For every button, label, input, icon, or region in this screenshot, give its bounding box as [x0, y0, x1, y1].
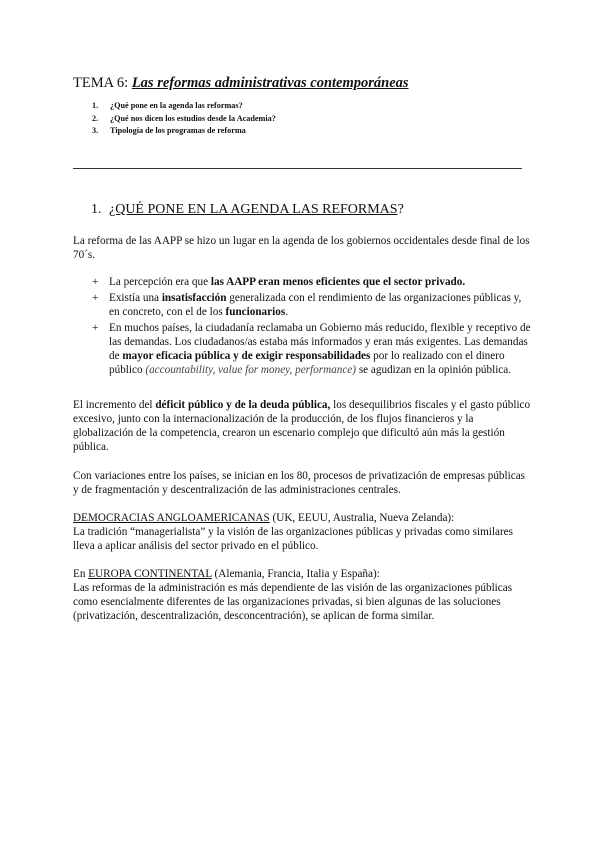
variaciones-paragraph: Con variaciones entre los países, se inician en los 80, procesos de privatización de empresas públicas y de fragmentación y descentralización de las administraciones centrales. — [73, 470, 526, 496]
table-of-contents — [92, 100, 276, 138]
horizontal-divider — [73, 168, 522, 169]
bullet-plus-icon: + — [92, 276, 99, 288]
deficit-paragraph: El incremento del déficit público y de la deuda pública, los desequilibrios fiscales y el gasto público excesivo, junto con la internacionalización de la producción, de los flujos financieros y la globalización de la competencia, crearon un escenario complejo que dificultó aún más la gestión pública. — [73, 399, 531, 453]
bullet-item: + La percepción era que las AAPP eran menos eficientes que el sector privado. — [92, 276, 466, 288]
bullet-list — [92, 275, 532, 377]
document-title — [73, 74, 533, 92]
toc-item: 1. ¿Qué pone en la agenda las reformas? — [92, 101, 243, 110]
toc-item: 2. ¿Qué nos dicen los estudios desde la Academia? — [92, 113, 276, 123]
bullet-plus-icon: + — [92, 322, 99, 334]
title-topic: Las reformas administrativas contemporáneas — [131, 75, 409, 91]
europa-label: EUROPA CONTINENTAL — [88, 568, 212, 580]
anglo-label: DEMOCRACIAS ANGLOAMERICANAS — [73, 512, 270, 524]
toc-item: 3. Tipología de los programas de reforma — [92, 126, 246, 135]
bullet-item: + En muchos países, la ciudadanía reclamaba un Gobierno más reducido, flexible y receptivo de las demandas. Los ciudadanos/as estaba más informados y eran más exigentes. Las demandas de mayor eficacia pública y de exigir responsabilidades por lo realizado con el dinero público (accountability, value for money, performance) se agudizan en la opinión pública. — [92, 322, 531, 376]
bullet-item: + Existía una insatisfacción generalizada con el rendimiento de las organizaciones públicas y, en concreto, con el de los funcionarios. — [92, 292, 522, 318]
section-heading — [91, 201, 404, 219]
section-heading-end: ? — [397, 202, 404, 217]
europa-paragraph: En EUROPA CONTINENTAL (Alemania, Francia, Italia y España): Las reformas de la administración es más dependiente de las visión de las organizaciones públicas como esencialmente diferentes de las organizaciones privadas, si bien algunas de las soluciones (privatización, descentralización, desconcentración), se aplican de forma similar. — [73, 568, 513, 622]
section-number: 1. — [91, 202, 102, 217]
section-heading-text: ¿QUÉ PONE EN LA AGENDA LAS REFORMAS — [109, 202, 398, 217]
anglo-paragraph: DEMOCRACIAS ANGLOAMERICANAS (UK, EEUU, Australia, Nueva Zelanda): La tradición “managerialista” y la visión de las organizaciones públicas y privadas como similares lleva a aplicar análisis del sector privado en el público. — [73, 512, 513, 552]
bullet-plus-icon: + — [92, 292, 99, 304]
intro-paragraph: La reforma de las AAPP se hizo un lugar en la agenda de los gobiernos occidentales desde final de los 70´s. — [73, 235, 530, 261]
title-prefix: TEMA 6: — [73, 75, 129, 91]
